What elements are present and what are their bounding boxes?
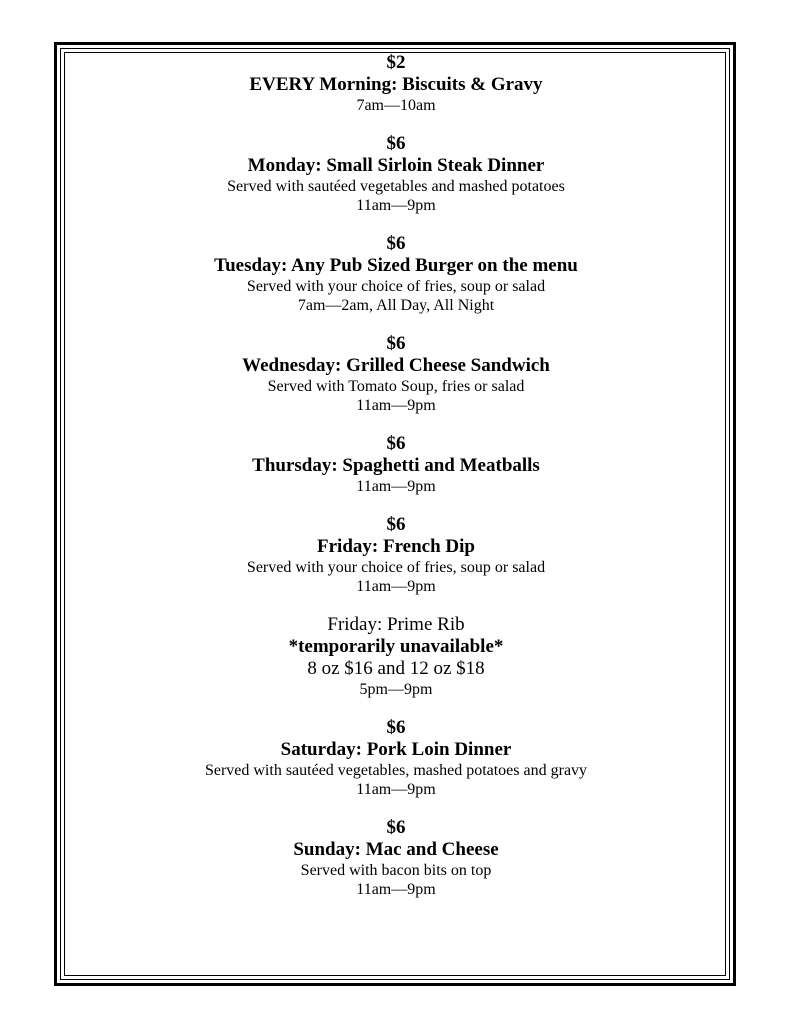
special-price: $2 [386, 52, 406, 73]
special-title: Friday: Prime Rib [327, 614, 465, 635]
special-price: $6 [386, 133, 406, 154]
special-hours: 7am—10am [356, 97, 436, 114]
special-description: Served with sautéed vegetables and mashed potatoes [227, 178, 565, 195]
special-sunday [64, 817, 728, 899]
special-description: Served with your choice of fries, soup or salad [246, 278, 546, 295]
special-description: Served with bacon bits on top [300, 862, 492, 879]
special-hours: 11am—9pm [356, 197, 436, 214]
special-hours: 5pm—9pm [359, 681, 433, 698]
special-prices: 8 oz $16 and 12 oz $18 [307, 658, 485, 679]
special-price: $6 [386, 514, 406, 535]
special-description: Served with Tomato Soup, fries or salad [267, 378, 525, 395]
special-description: Served with sautéed vegetables, mashed potatoes and gravy [204, 762, 588, 779]
special-price: $6 [386, 333, 406, 354]
special-price: $6 [386, 717, 406, 738]
special-title: Wednesday: Grilled Cheese Sandwich [242, 355, 550, 376]
special-hours: 11am—9pm [356, 478, 436, 495]
special-title: Sunday: Mac and Cheese [293, 839, 499, 860]
special-hours: 11am—9pm [356, 397, 436, 414]
special-monday [64, 133, 728, 215]
special-biscuits-gravy [64, 52, 728, 115]
special-tuesday [64, 233, 728, 315]
special-price: $6 [386, 817, 406, 838]
unavailable-notice: *temporarily unavailable* [288, 636, 504, 657]
special-title: Monday: Small Sirloin Steak Dinner [247, 155, 545, 176]
special-thursday [64, 433, 728, 496]
special-hours: 11am—9pm [356, 881, 436, 898]
special-description: Served with your choice of fries, soup or salad [246, 559, 546, 576]
special-hours: 11am—9pm [356, 578, 436, 595]
special-title: Tuesday: Any Pub Sized Burger on the menu [214, 255, 578, 276]
special-hours: 11am—9pm [356, 781, 436, 798]
special-title: Thursday: Spaghetti and Meatballs [252, 455, 540, 476]
special-friday [64, 514, 728, 596]
special-title: EVERY Morning: Biscuits & Gravy [249, 74, 543, 95]
special-hours: 7am—2am, All Day, All Night [297, 297, 495, 314]
special-price: $6 [386, 433, 406, 454]
special-saturday [64, 717, 728, 799]
special-prime-rib [64, 614, 728, 699]
specials-menu [64, 52, 728, 917]
special-price: $6 [386, 233, 406, 254]
special-wednesday [64, 333, 728, 415]
special-title: Saturday: Pork Loin Dinner [280, 739, 512, 760]
special-title: Friday: French Dip [317, 536, 475, 557]
